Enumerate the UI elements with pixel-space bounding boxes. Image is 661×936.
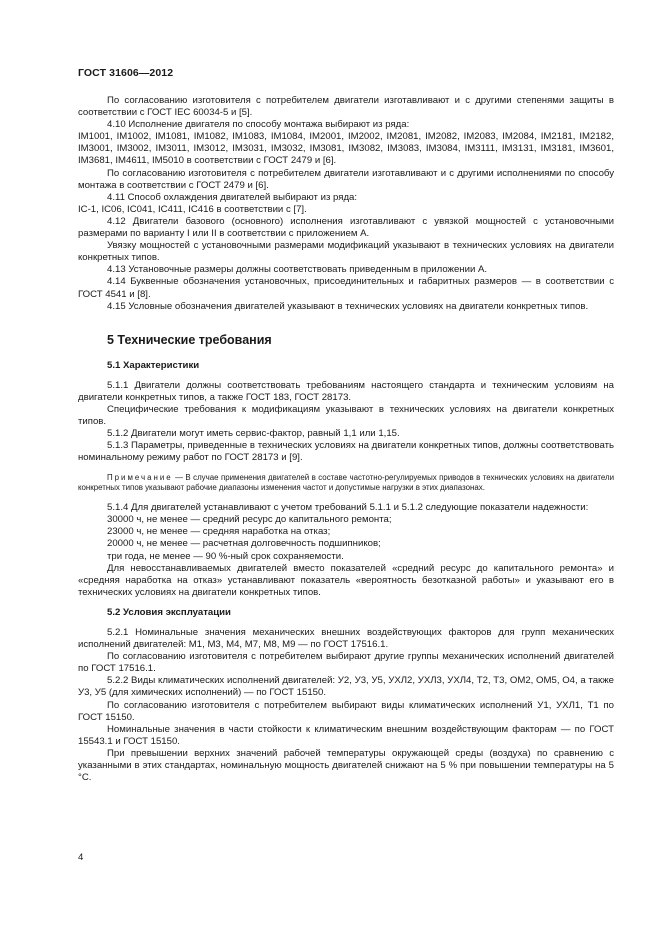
paragraph: При превышении верхних значений рабочей температуры окружающей среды (воздуха) по сравнению с указанными в этих стандартах, номинальную мощность двигателей снижают на 5 % при повышении температуры на 5 °С. <box>78 747 614 784</box>
paragraph: 5.1.1 Двигатели должны соответствовать требованиям настоящего стандарта и техническим условиям на двигатели конкретных типов, а также ГОСТ 183, ГОСТ 28173. <box>78 379 614 403</box>
paragraph: 4.14 Буквенные обозначения установочных, присоединительных и габаритных размеров — в соответствии с ГОСТ 4541 и [8]. <box>78 276 614 300</box>
subsection-heading: 5.1 Характеристики <box>107 359 200 371</box>
paragraph: 4.10 Исполнение двигателя по способу монтажа выбирают из ряда: <box>107 119 410 131</box>
page-number: 4 <box>78 852 84 863</box>
list-item: 30000 ч, не менее — средний ресурс до капитального ремонта; <box>107 514 392 526</box>
note-text: — В случае применения двигателей в составе частотно-регулируемых приводов в технических условиях на двигатели конкретных типов указывают рабочие диапазоны изменения частот и допустимые нагрузки в этих диапазонах. <box>78 472 614 493</box>
note-label: Примечание <box>107 472 173 482</box>
paragraph: Специфические требования к модификациям указывают в технических условиях на двигатели конкретных типов. <box>78 404 614 428</box>
paragraph: 4.11 Способ охлаждения двигателей выбирают из ряда: <box>107 191 358 203</box>
paragraph: По согласованию изготовителя с потребителем выбирают другие группы механических исполнений двигателей по ГОСТ 17516.1. <box>78 651 614 675</box>
paragraph: По согласованию изготовителя с потребителем двигатели изготавливают и с другими исполнениями по способу монтажа в соответствии с ГОСТ 2479 и [6]. <box>78 167 614 191</box>
paragraph: IC-1, IC06, IC041, IC411, IC416 в соответствии с [7]. <box>78 203 307 215</box>
list-item: 23000 ч, не менее — средняя наработка на отказ; <box>107 526 331 538</box>
note <box>78 473 614 495</box>
section-heading: 5 Технические требования <box>107 332 272 347</box>
paragraph: По согласованию изготовителя с потребителем двигатели изготавливают и с другими степенями защиты в соответствии с ГОСТ IEC 60034-5 и [5]. <box>78 95 614 119</box>
paragraph: По согласованию изготовителя с потребителем выбирают виды климатических исполнений У1, УХЛ1, Т1 по ГОСТ 15150. <box>78 699 614 723</box>
paragraph: 5.1.4 Для двигателей устанавливают с учетом требований 5.1.1 и 5.1.2 следующие показатели надежности: <box>107 502 589 514</box>
paragraph: 4.13 Установочные размеры должны соответствовать приведенным в приложении А. <box>107 264 488 276</box>
list-item: три года, не менее — 90 %-ный срок сохраняемости. <box>107 550 344 562</box>
page-header-title: ГОСТ 31606—2012 <box>78 67 174 79</box>
paragraph: Номинальные значения в части стойкости к климатическим внешним воздействующим факторам — по ГОСТ 15543.1 и ГОСТ 15150. <box>78 723 614 747</box>
list-item: 20000 ч, не менее — расчетная долговечность подшипников; <box>107 538 381 550</box>
document-body <box>78 95 614 784</box>
paragraph: 5.1.3 Параметры, приведенные в технических условиях на двигатели конкретных типов, должны соответствовать номинальному режиму работ по ГОСТ 28173 и [9]. <box>78 440 614 464</box>
paragraph: 5.2.1 Номинальные значения механических внешних воздействующих факторов для групп механических исполнений двигателей: М1, М3, М4, М7, М8, М9 — по ГОСТ 17516.1. <box>78 626 614 651</box>
paragraph: Увязку мощностей с установочными размерами модификаций указывают в технических условиях на двигатели конкретных типов. <box>78 240 614 264</box>
subsection-heading: 5.2 Условия эксплуатации <box>107 606 231 618</box>
paragraph: 4.12 Двигатели базового (основного) исполнения изготавливают с увязкой мощностей с установочными размерами по варианту I или II в соответствии с приложением А. <box>78 215 614 240</box>
paragraph: IM1001, IM1002, IM1081, IM1082, IM1083, IM1084, IM2001, IM2002, IM2081, IM2082, IM2083, IM2084, IM2181, IM2182, IM3001, IM3002, IM3011, IM3012, IM3031, IM3032, IM3081, IM3082, IM3083, IM3084, IM3111, IM3131, IM3181, IM3601, IM3681, IM4611, IM5010 в соответствии с ГОСТ 2479 и [6]. <box>78 131 614 167</box>
paragraph: 4.15 Условные обозначения двигателей указывают в технических условиях на двигатели конкретных типов. <box>107 300 589 312</box>
paragraph: 5.2.2 Виды климатических исполнений двигателей: У2, У3, У5, УХЛ2, УХЛ3, УХЛ4, Т2, Т3, ОМ2, ОМ5, О4, а также У3, У5 (для химических исполнений) — по ГОСТ 15150. <box>78 675 614 699</box>
paragraph: Для невосстанавливаемых двигателей вместо показателей «средний ресурс до капитального ремонта» и «средняя наработка на отказ» устанавливают показатель «вероятность безотказной работы» и указывают его в технических условиях на двигатели конкретных типов. <box>78 562 614 598</box>
paragraph: 5.1.2 Двигатели могут иметь сервис-фактор, равный 1,1 или 1,15. <box>107 428 400 440</box>
